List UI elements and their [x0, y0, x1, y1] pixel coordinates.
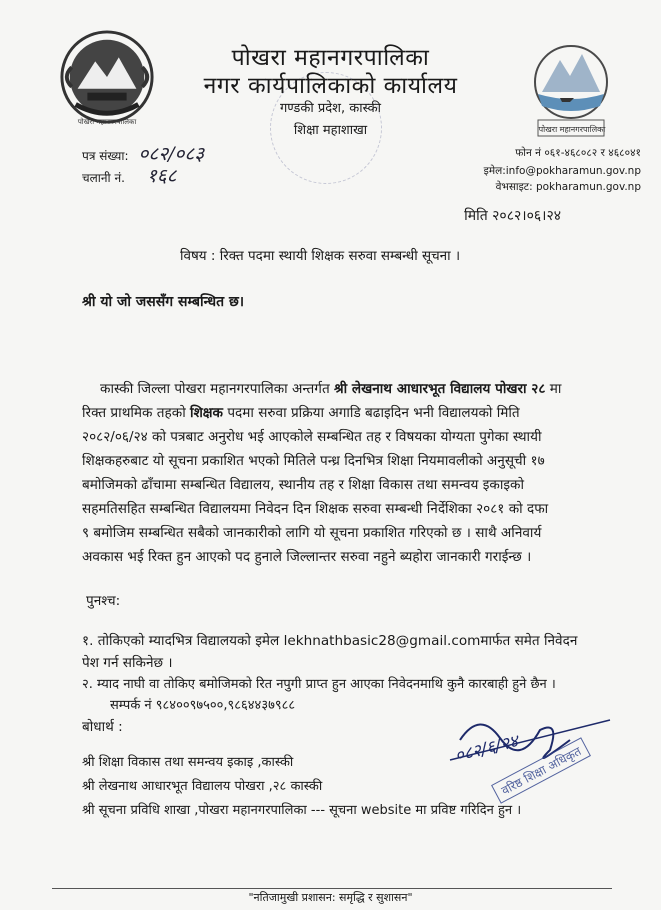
- post-name: शिक्षक: [190, 405, 223, 421]
- body-line-4: शिक्षकहरुबाट यो सूचना प्रकाशित भएको मितिले पन्ध्र दिनभित्र शिक्षा नियमावलीको अनुसूची १७: [82, 453, 545, 469]
- body-line-7: ९ बमोजिम सम्बन्धित सबैको जानकारीको लागि यो सूचना प्रकाशित गरिएको छ । साथै अनिवार्य: [82, 525, 542, 541]
- body-line-1: [100, 378, 602, 397]
- footer-slogan: "नतिजामुखी प्रशासन: समृद्धि र सुशासन": [248, 891, 413, 904]
- letterhead-division: शिक्षा महाशाखा: [293, 123, 368, 138]
- signature-date: ०८२/६/२४: [452, 731, 521, 767]
- body-line-2: [82, 402, 602, 421]
- letter-date: मिति २०८२।०६।२४: [464, 208, 561, 224]
- contact-phone: फोन नं ०६१-४६८०८२ र ४६८०४१: [515, 147, 641, 159]
- bodhartha-label: बोधार्थ :: [82, 719, 123, 735]
- left-logo-caption: पोखरा महानगरपालिका: [77, 118, 137, 126]
- right-logo-caption: पोखरा महानगरपालिका: [538, 125, 606, 134]
- punashcha-item-1: [82, 630, 602, 649]
- item-text: १. तोकिएको म्यादभित्र विद्यालयको इमेल: [82, 633, 284, 649]
- body-text: कास्की जिल्ला पोखरा महानगरपालिका अन्तर्गत: [100, 381, 335, 397]
- contact-website: वेभसाइट: pokharamun.gov.np: [495, 181, 641, 193]
- school-email: lekhnathbasic28@gmail.com: [283, 633, 481, 649]
- patra-label: पत्र संख्या:: [82, 149, 129, 163]
- body-text: पदमा सरुवा प्रक्रिया अगाडि बढाइदिन भनी विद्यालयको मिति: [223, 405, 520, 421]
- bodhartha-item: श्री शिक्षा विकास तथा समन्वय इकाइ ,कास्की: [82, 755, 294, 770]
- body-line-5: बमोजिमको ढाँचामा सम्बन्धित विद्यालय, स्थानीय तह र शिक्षा विकास तथा समन्वय इकाइको: [82, 477, 524, 493]
- salutation: श्री यो जो जससँग सम्बन्धित छ।: [82, 294, 245, 310]
- patra-value: ०८२/०८३: [138, 143, 205, 165]
- contact-email: इमेल:info@pokharamun.gov.np: [483, 165, 641, 177]
- body-text: रिक्त प्राथमिक तहको: [82, 405, 191, 421]
- school-name: श्री लेखनाथ आधारभूत विद्यालय पोखरा २८: [334, 381, 546, 397]
- punashcha-item-2: २. म्याद नाघी वा तोकिए बमोजिमको रित नपुगी प्राप्त हुन आएका निवेदनमाथि कुनै कारबाही हुने छैन ।: [82, 677, 556, 692]
- footer-divider: [52, 888, 612, 889]
- letterhead-address: गण्डकी प्रदेश, कास्की: [279, 101, 382, 116]
- body-line-8: अवकास भई रिक्त हुन आएको पद हुनाले जिल्लान्तर सरुवा नहुने ब्यहोरा जानकारी गराईन्छ ।: [82, 549, 532, 565]
- letterhead-title-2: नगर कार्यपालिकाको कार्यालय: [203, 73, 458, 99]
- punashcha-label: पुनश्च:: [86, 593, 121, 609]
- letter-subject: विषय : रिक्त पदमा स्थायी शिक्षक सरुवा सम्बन्धी सूचना ।: [180, 248, 461, 264]
- chalani-value: १६८: [146, 165, 177, 187]
- item-text: मार्फत समेत निवेदन: [480, 633, 578, 649]
- officer-stamp: वरिष्ठ शिक्षा अधिकृत: [491, 737, 591, 803]
- bodhartha-item: श्री लेखनाथ आधारभूत विद्यालय पोखरा ,२८ कास्की: [82, 779, 323, 794]
- bodhartha-item: श्री सूचना प्रविधि शाखा ,पोखरा महानगरपालिका --- सूचना website मा प्रविष्ट गरिदिन हुन ।: [82, 803, 522, 818]
- body-line-6: सहमतिसहित सम्बन्धित विद्यालयमा निवेदन दिन शिक्षक सरुवा सम्बन्धी निर्देशिका २०८१ को दफा: [82, 501, 549, 517]
- chalani-label: चलानी नं.: [82, 171, 125, 185]
- body-text: मा: [545, 381, 562, 397]
- punashcha-item-1b: पेश गर्न सकिनेछ ।: [82, 655, 173, 671]
- body-line-3: २०८२/०६/२४ को पत्रबाट अनुरोध भई आएकोले सम्बन्धित तह र विषयका योग्यता पुगेका स्थायी: [82, 429, 542, 445]
- chalani-number: [82, 162, 177, 188]
- letterhead-title-1: पोखरा महानगरपालिका: [231, 45, 430, 71]
- contact-numbers: सम्पर्क नं ९८४००९७५००,९८६४४३७९८८: [110, 698, 296, 713]
